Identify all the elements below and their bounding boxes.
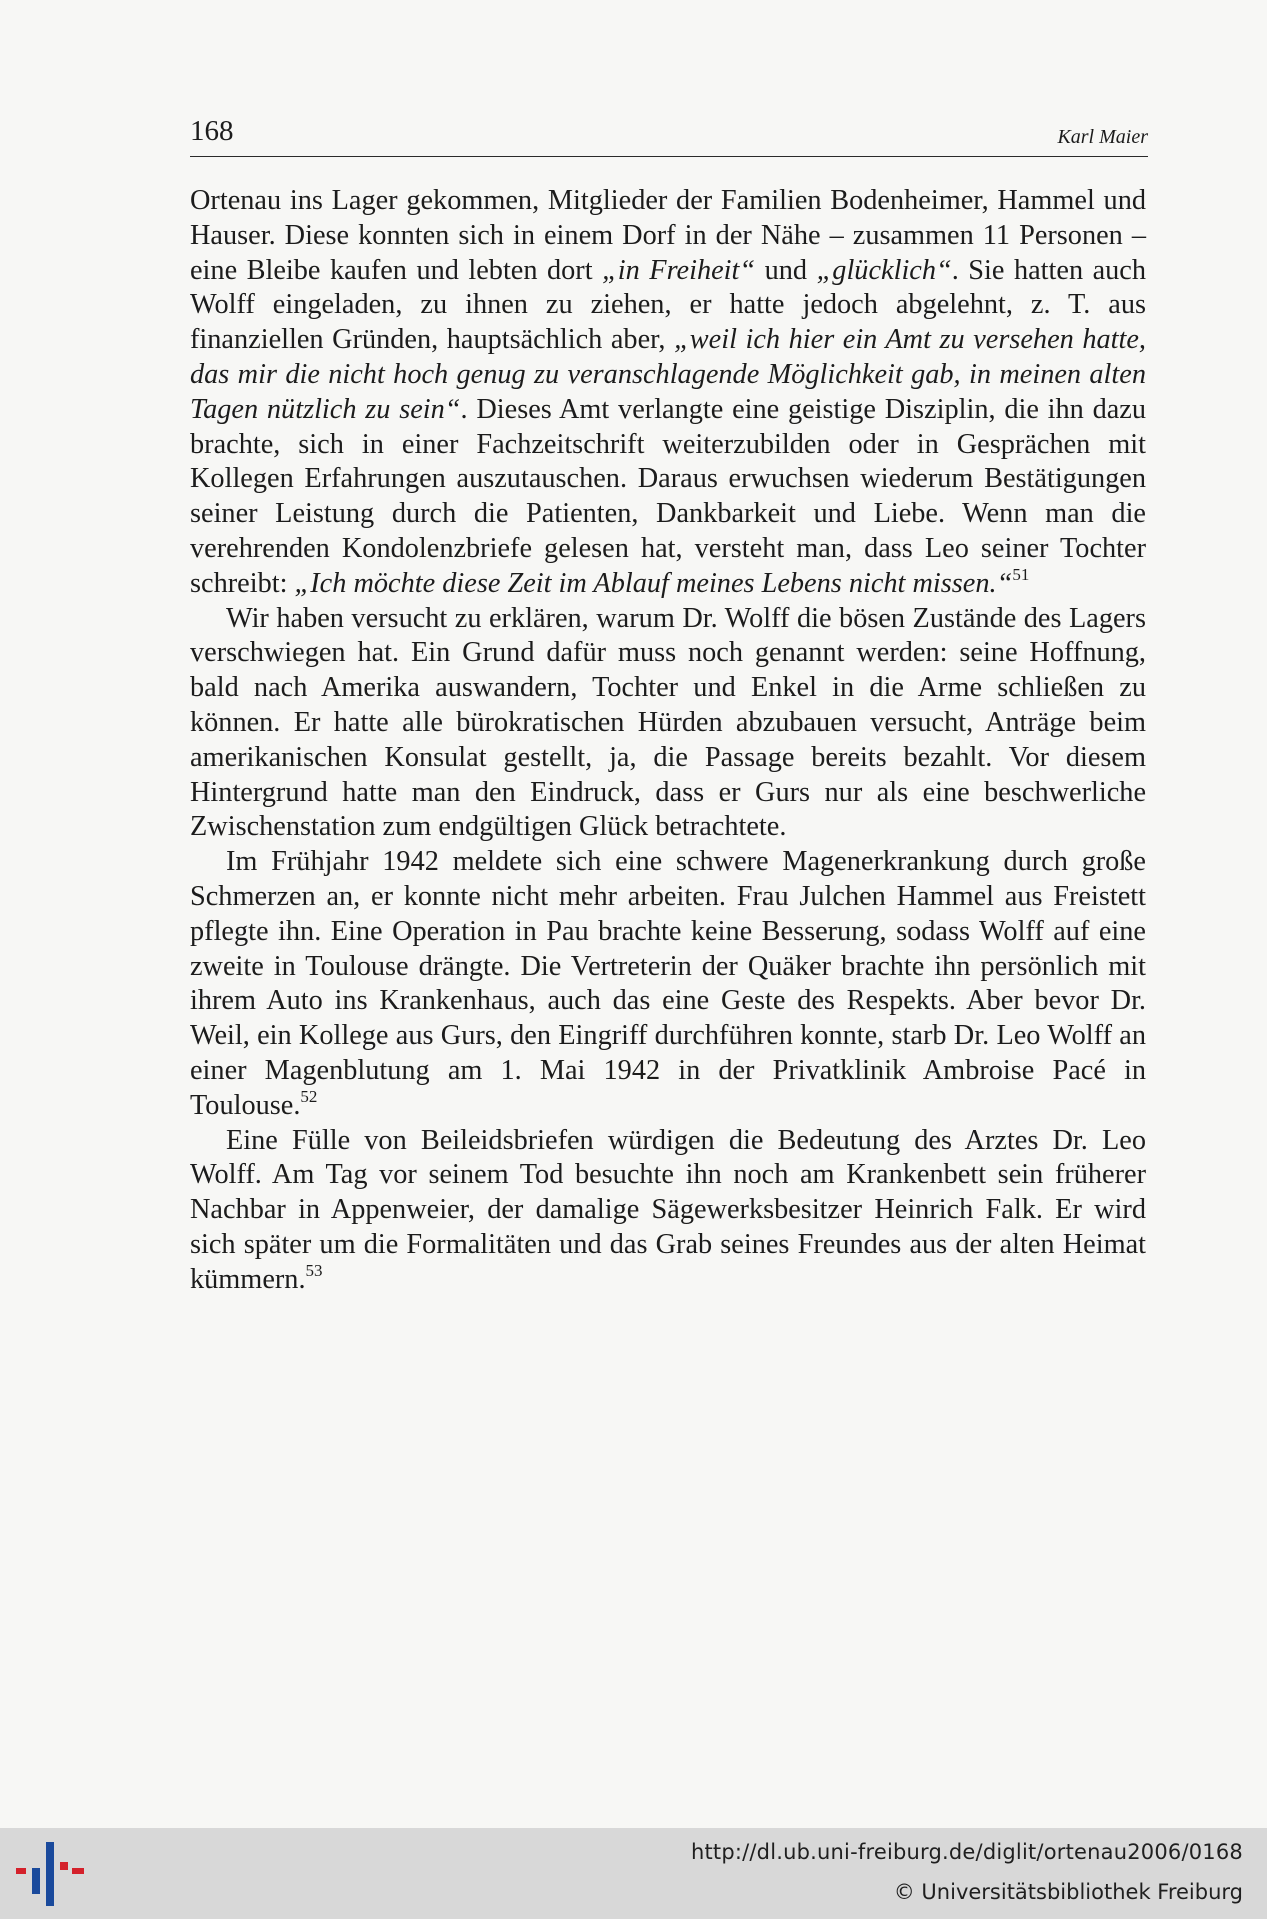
text-span: . Dieses Amt verlangte eine geistige Disziplin, die ihn dazu brachte, sich in einer Fachzeitschrift weiterzubilden oder in Gesprächen mit Kollegen Erfahrungen auszutauschen. Daraus erwuchsen wiederum Bestätigungen seiner Leistung durch die Patienten, Dankbarkeit und Liebe. Wenn man die verehrenden Kondolenzbriefe gelesen hat, versteht man, dass Leo seiner Tochter schreibt:: [190, 393, 1147, 599]
permalink-url[interactable]: http://dl.ub.uni-freiburg.de/diglit/ortenau2006/0168: [690, 1840, 1243, 1864]
page-number: 168: [190, 115, 234, 147]
page-header: [190, 112, 1148, 157]
footnote-ref[interactable]: 51: [1012, 564, 1030, 584]
quote: „glücklich“: [816, 254, 952, 286]
footnote-ref[interactable]: 52: [300, 1086, 318, 1106]
text-span: Ortenau ins Lager gekommen, Mitglieder der Familien Bodenheimer, Hammel und Hauser. Diese konnten sich in einem Dorf in der Nähe – zusammen 11 Personen – eine Bleibe kaufen und lebten dort: [190, 185, 1146, 286]
footer-bar: [0, 1828, 1267, 1919]
text-span: . Sie hatten auch Wolff eingeladen, zu ihnen zu ziehen, er hatte jedoch abgelehnt, z. T. aus finanziellen Gründen, hauptsächlich aber,: [190, 254, 1146, 356]
quote: „weil ich hier ein Amt zu versehen hatte, das mir die nicht hoch genug zu veranschlagende Möglichkeit gab, in meinen alten Tagen nützlich zu sein“: [190, 324, 1146, 425]
paragraph-3: [190, 845, 1146, 1123]
text-span: Eine Fülle von Beileidsbriefen würdigen die Bedeutung des Arztes Dr. Leo Wolff. Am Tag vor seinem Tod besuchte ihn noch am Krankenbett sein früherer Nachbar in Appenweier, der damalige Sägewerksbesitzer Heinrich Falk. Er wird sich später um die Formalitäten und das Grab seines Freundes aus der alten Heimat kümmern.: [190, 1124, 1146, 1295]
footnote-ref[interactable]: 53: [305, 1260, 323, 1280]
quote: „in Freiheit“: [602, 254, 756, 286]
quote: „Ich möchte diese Zeit im Ablauf meines Lebens nicht missen.“: [294, 567, 1013, 599]
library-logo-icon: [16, 1842, 86, 1906]
paragraph-2: Wir haben versucht zu erklären, warum Dr. Wolff die bösen Zustände des Lagers verschwiegen hat. Ein Grund dafür muss noch genannt werden: seine Hoffnung, bald nach Amerika auswandern, Tochter und Enkel in die Arme schließen zu können. Er hatte alle bürokratischen Hürden abzubauen versucht, Anträge beim amerikanischen Konsulat gestellt, ja, die Passage bereits bezahlt. Vor diesem Hintergrund hatte man den Eindruck, dass er Gurs nur als eine beschwerliche Zwischenstation zum endgültigen Glück betrachtete.: [190, 602, 1146, 843]
text-span: und: [755, 254, 817, 286]
paragraph-4: [190, 1124, 1146, 1298]
body-text: [190, 184, 1146, 1298]
text-span: Im Frühjahr 1942 meldete sich eine schwere Magenerkrankung durch große Schmerzen an, er konnte nicht mehr arbeiten. Frau Julchen Hammel aus Freistett pflegte ihn. Eine Operation in Pau brachte keine Besserung, sodass Wolff auf eine zweite in Toulouse drängte. Die Vertreterin der Quäker brachte ihn persönlich mit ihrem Auto ins Krankenhaus, auch das eine Geste des Respekts. Aber bevor Dr. Weil, ein Kollege aus Gurs, den Eingriff durchführen konnte, starb Dr. Leo Wolff an einer Magenblutung am 1. Mai 1942 in der Privatklinik Ambroise Pacé in Toulouse.: [190, 846, 1146, 1121]
copyright-notice: © Universitätsbibliothek Freiburg: [893, 1880, 1243, 1904]
running-head: Karl Maier: [1057, 126, 1148, 148]
paragraph-1: [190, 184, 1146, 602]
